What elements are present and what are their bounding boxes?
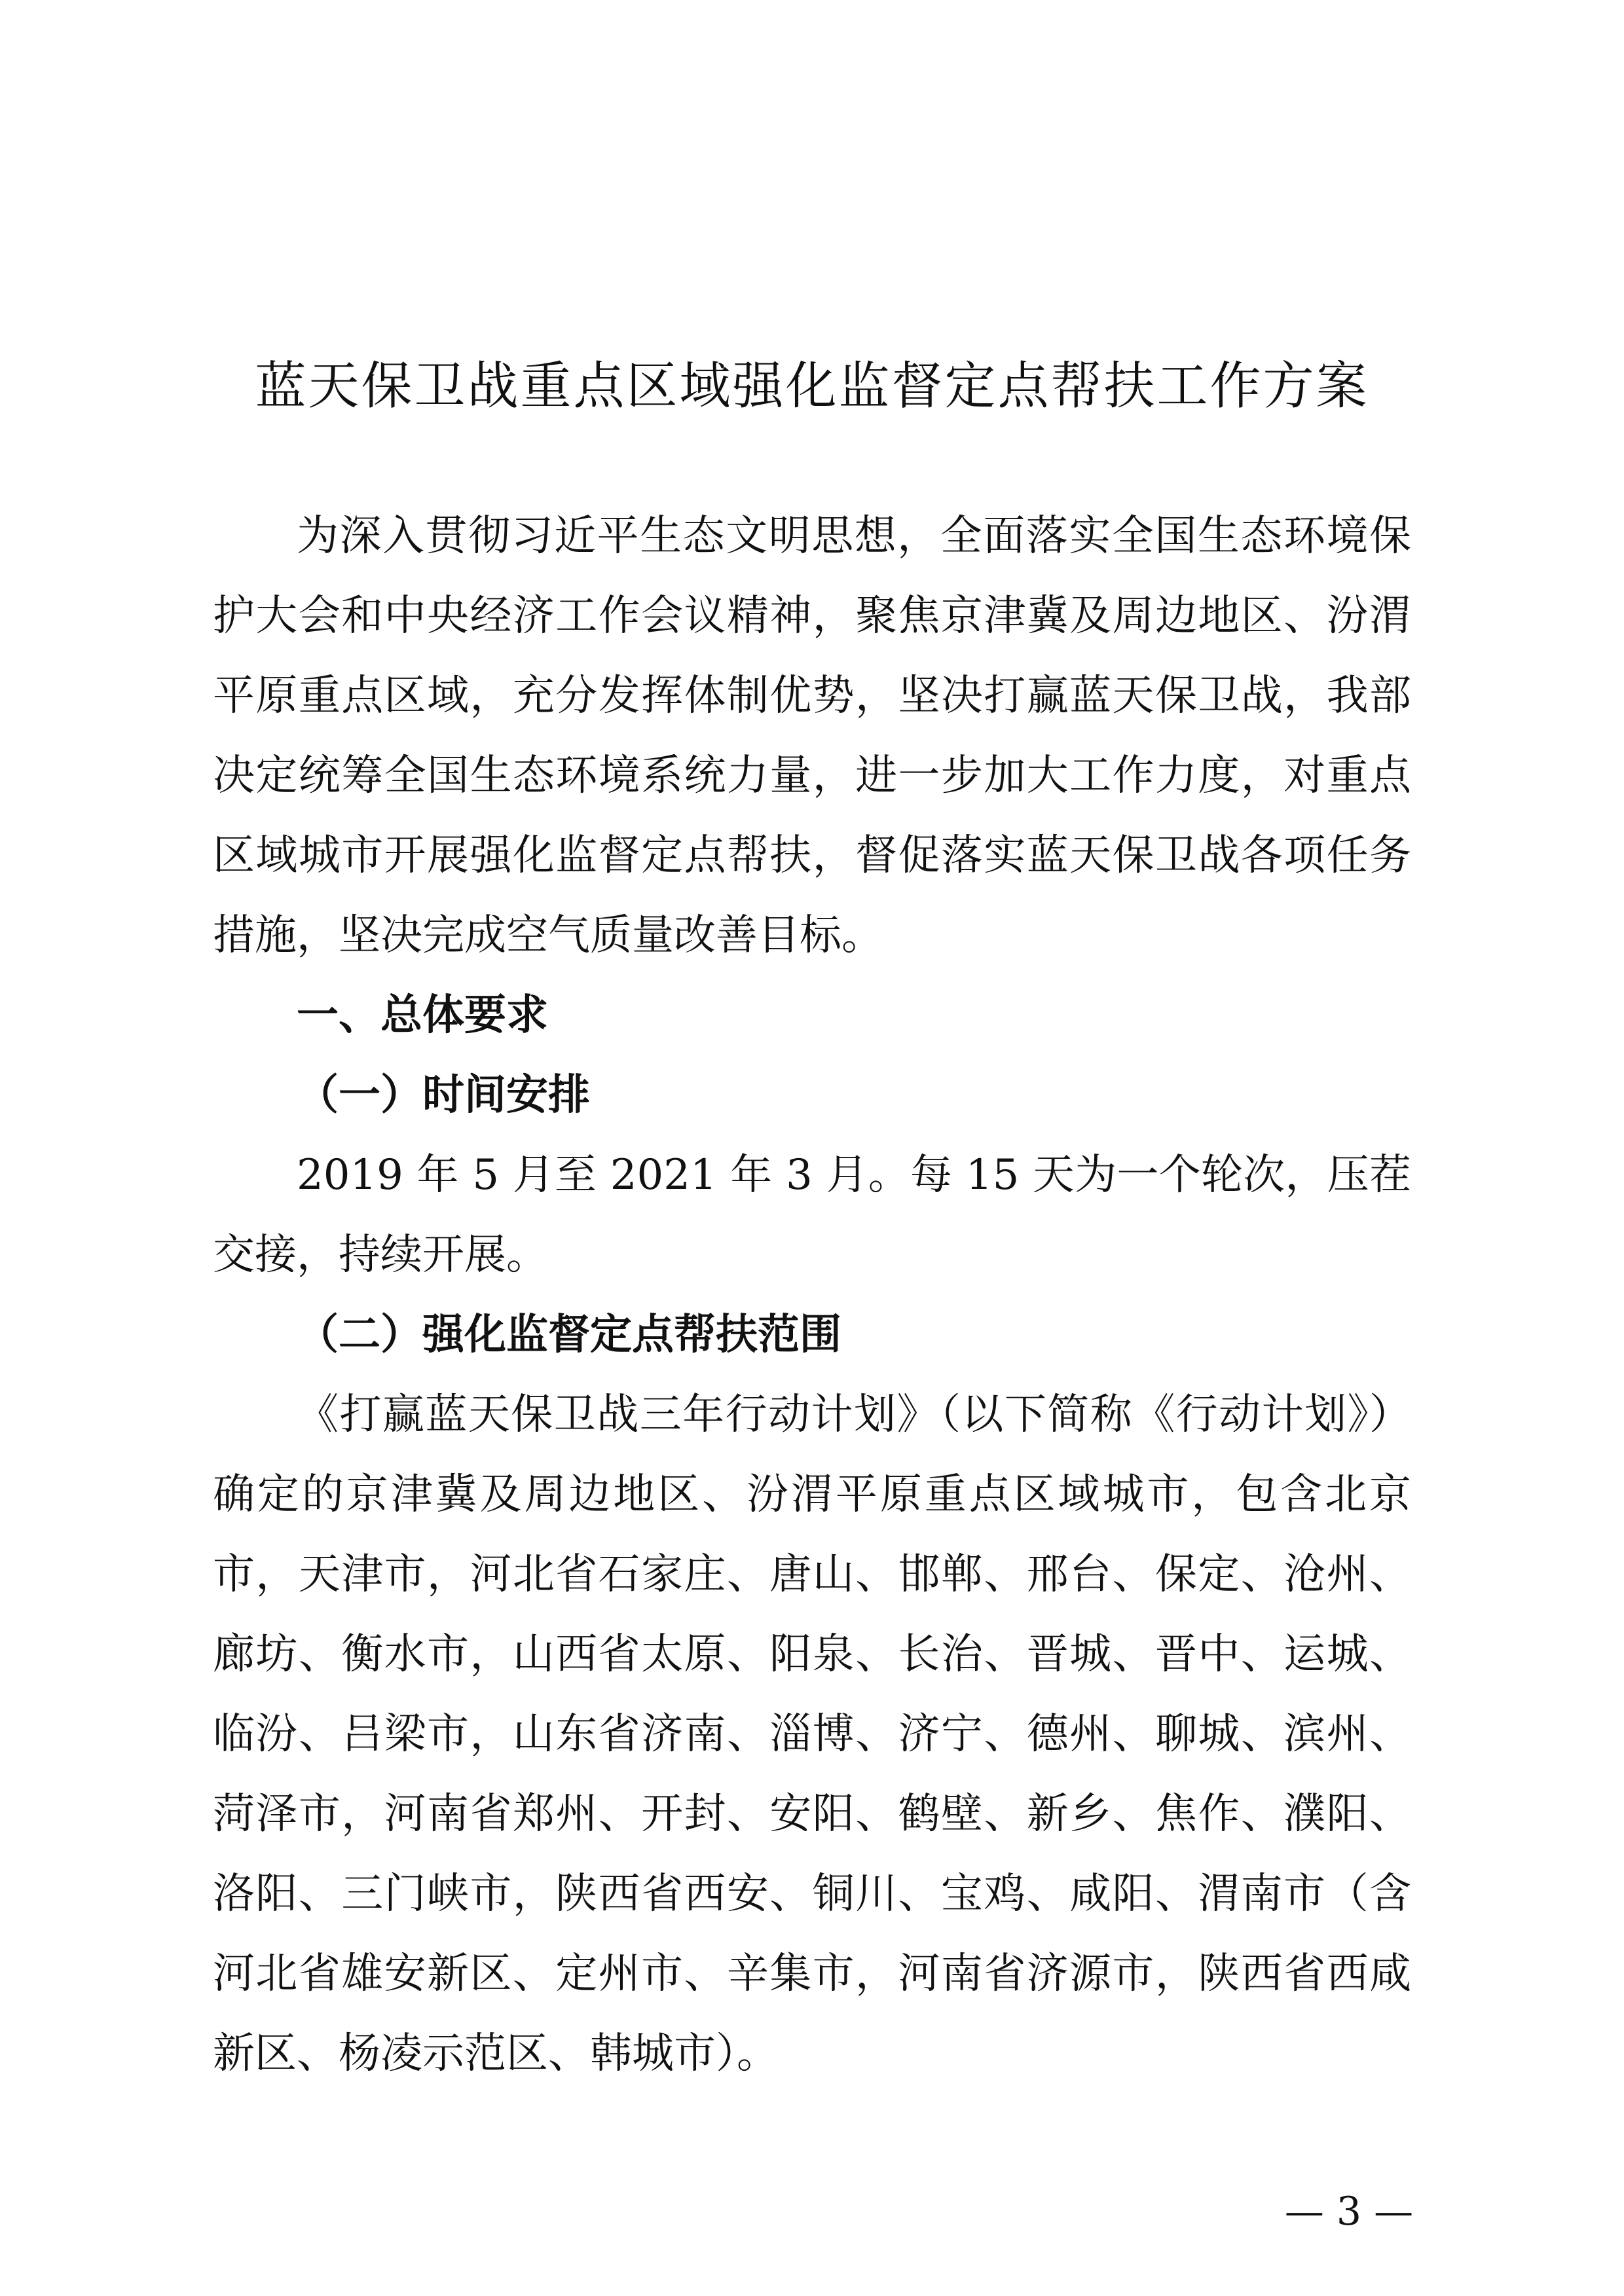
document-body [213,496,1411,2094]
section-heading-overall-requirements: 一、总体要求 [297,991,548,1040]
schedule-paragraph: 2019 年 5 月至 2021 年 3 月。每 15 天为一个轮次，压茬交接，持续开展。 [213,1151,1411,1279]
subsection-heading-schedule: （一）时间安排 [297,1071,590,1120]
intro-paragraph: 为深入贯彻习近平生态文明思想，全面落实全国生态环境保护大会和中央经济工作会议精神，聚焦京津冀及周边地区、汾渭平原重点区域，充分发挥体制优势，坚决打赢蓝天保卫战，我部决定统筹全国生态环境系统力量，进一步加大工作力度，对重点区域城市开展强化监督定点帮扶，督促落实蓝天保卫战各项任务措施，坚决完成空气质量改善目标。 [213,512,1411,960]
subsection-heading-scope: （二）强化监督定点帮扶范围 [297,1311,841,1359]
scope-paragraph: 《打赢蓝天保卫战三年行动计划》（以下简称《行动计划》）确定的京津冀及周边地区、汾渭平原重点区域城市，包含北京市，天津市，河北省石家庄、唐山、邯郸、邢台、保定、沧州、廊坊、衡水市，山西省太原、阳泉、长治、晋城、晋中、运城、临汾、吕梁市，山东省济南、淄博、济宁、德州、聊城、滨州、菏泽市，河南省郑州、开封、安阳、鹤壁、新乡、焦作、濮阳、洛阳、三门峡市，陕西省西安、铜川、宝鸡、咸阳、渭南市（含河北省雄安新区、定州市、辛集市，河南省济源市，陕西省西咸新区、杨凌示范区、韩城市）。 [213,1391,1411,2078]
document-title: 蓝天保卫战重点区域强化监督定点帮扶工作方案 [255,357,1369,416]
page-number: — 3 — [1284,2189,1414,2234]
